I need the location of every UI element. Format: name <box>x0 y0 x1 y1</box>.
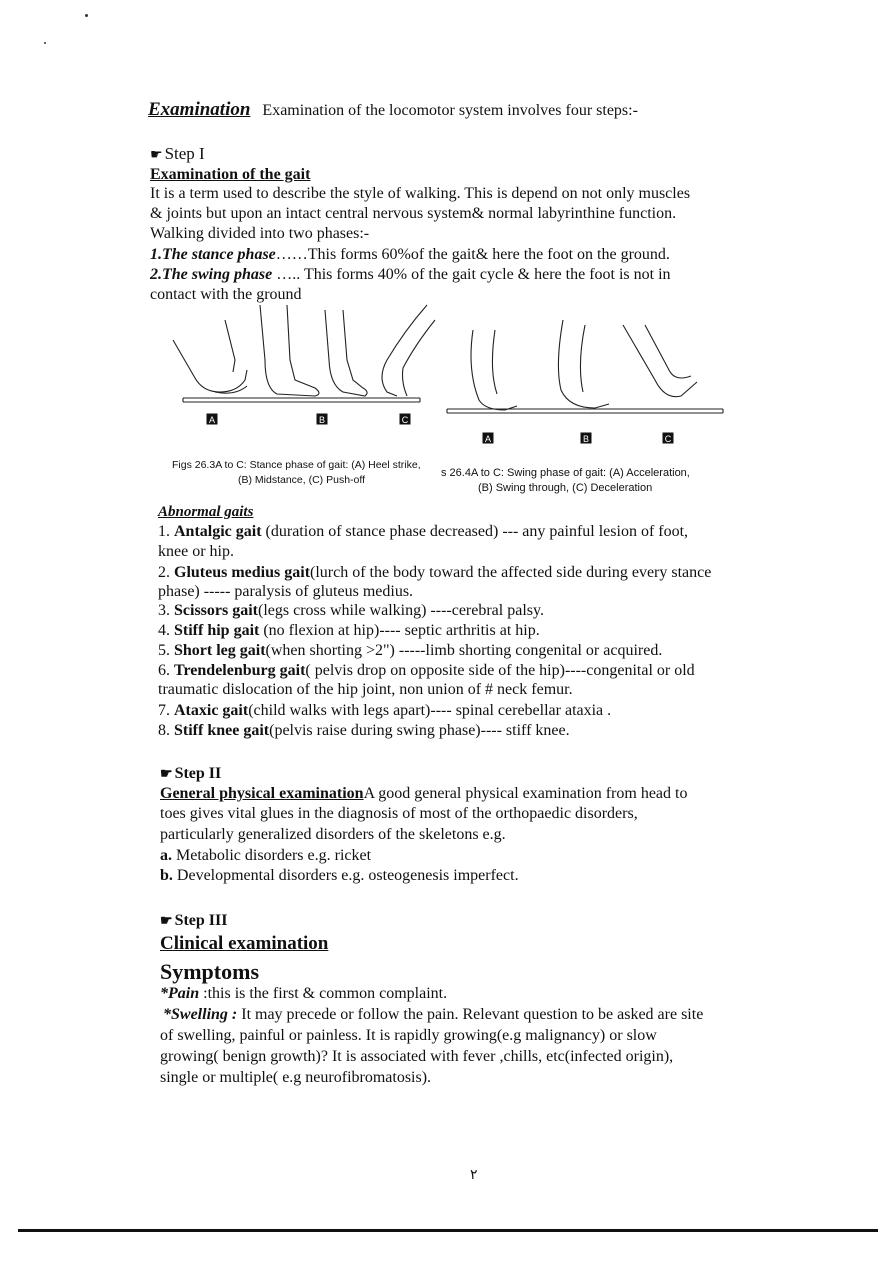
pain-label: *Pain <box>160 985 200 1002</box>
gait-item-6-cont: traumatic dislocation of the hip joint, non union of # neck femur. <box>158 681 573 698</box>
gait-item-3: 3. Scissors gait(legs cross while walking) ----cerebral palsy. <box>158 602 544 619</box>
pointing-hand-icon: ☛ <box>160 767 173 782</box>
step-1-line-2: & joints but upon an intact central nervous system& normal labyrinthine function. <box>150 205 677 222</box>
step-1-heading: Examination of the gait <box>150 166 311 183</box>
stance-label-c: C <box>401 415 409 425</box>
swing-caption-line-1: s 26.4A to C: Swing phase of gait: (A) Acceleration, <box>441 467 690 479</box>
step-2-line-3: particularly generalized disorders of the skeletons e.g. <box>160 826 506 843</box>
leg-heel-strike <box>173 340 247 392</box>
stance-caption-line-2: (B) Midstance, (C) Push-off <box>238 474 366 486</box>
swing-label-box-b <box>580 432 592 444</box>
stance-label-box-b <box>316 413 328 425</box>
intro-line <box>148 100 638 121</box>
gait-item-2: 2. Gluteus medius gait(lurch of the body toward the affected side during every stance <box>158 564 712 581</box>
stance-label-box-a <box>206 413 218 425</box>
swelling-label: *Swelling : <box>163 1006 238 1023</box>
swing-caption-line-2: (B) Swing through, (C) Deceleration <box>478 482 653 494</box>
step-3-heading: Clinical examination <box>160 933 329 954</box>
step-1-line-3: Walking divided into two phases:- <box>150 225 370 242</box>
gait-item-1-cont: knee or hip. <box>158 543 234 560</box>
step-2-line-1: General physical examinationA good general physical examination from head to <box>160 785 688 802</box>
pointing-hand-icon: ☛ <box>150 148 163 163</box>
page-number: ٢ <box>470 1168 478 1183</box>
step-1-line-1: It is a term used to describe the style of walking. This is depend on not only muscles <box>150 185 691 202</box>
swelling-line-2: of swelling, painful or painless. It is rapidly growing(e.g malignancy) or slow <box>160 1027 657 1044</box>
step-2-label: ☛ Step II <box>160 765 222 782</box>
scan-speck <box>44 42 46 44</box>
step-2-item-a: a. Metabolic disorders e.g. ricket <box>160 847 372 864</box>
gait-item-1: 1. Antalgic gait (duration of stance phase decreased) --- any painful lesion of foot, <box>158 523 689 540</box>
step-3-label: ☛ Step III <box>160 912 228 929</box>
stance-phase-label: 1.The stance phase <box>150 246 276 263</box>
symptoms-heading: Symptoms <box>160 959 260 984</box>
gait-item-4: 4. Stiff hip gait (no flexion at hip)---- septic arthritis at hip. <box>158 622 540 639</box>
leg-deceleration <box>623 325 697 397</box>
pointing-hand-icon: ☛ <box>160 914 173 929</box>
intro-text: Examination of the locomotor system involves four steps:- <box>262 102 638 119</box>
pain-line: *Pain :this is the first & common complaint. <box>160 985 448 1002</box>
swelling-line-1: *Swelling : It may precede or follow the pain. Relevant question to be asked are site <box>163 1006 704 1023</box>
stance-caption-line-1: Figs 26.3A to C: Stance phase of gait: (A) Heel strike, <box>172 459 421 471</box>
gait-item-8: 8. Stiff knee gait(pelvis raise during swing phase)---- stiff knee. <box>158 722 570 739</box>
leg-push-off <box>382 305 427 396</box>
abnormal-gaits-heading: Abnormal gaits <box>158 504 254 520</box>
step-2-item-b: b. Developmental disorders e.g. osteogenesis imperfect. <box>160 867 519 884</box>
swelling-line-3: growing( benign growth)? It is associated with fever ,chills, etc(infected origin), <box>160 1048 674 1065</box>
swing-label-c: C <box>664 434 672 444</box>
swing-label-a: A <box>484 434 492 444</box>
swelling-line-4: single or multiple( e.g neurofibromatosis). <box>160 1069 432 1086</box>
gait-item-7: 7. Ataxic gait(child walks with legs apart)---- spinal cerebellar ataxia . <box>158 702 612 719</box>
swing-phase-line: 2.The swing phase ….. This forms 40% of the gait cycle & here the foot is not in <box>150 266 671 283</box>
stance-phase-line: 1.The stance phase……This forms 60%of the gait& here the foot on the ground. <box>150 246 670 263</box>
step-1-label: ☛ Step I <box>150 144 205 163</box>
section-title: Examination <box>148 99 251 120</box>
swing-label-box-c <box>662 432 674 444</box>
swing-phase-figure <box>445 310 730 425</box>
stance-phase-figure <box>165 300 445 430</box>
stance-label-a: A <box>208 415 216 425</box>
swing-phase-label: 2.The swing phase <box>150 266 273 283</box>
swing-label-b: B <box>582 434 590 444</box>
gait-item-5: 5. Short leg gait(when shorting >2") -----limb shorting congenital or acquired. <box>158 642 663 659</box>
swing-phase-cont: contact with the ground <box>150 286 302 303</box>
swing-label-box-a <box>482 432 494 444</box>
step-2-line-2: toes gives vital glues in the diagnosis of most of the orthopaedic disorders, <box>160 805 638 822</box>
stance-label-box-c <box>399 413 411 425</box>
leg-midstance <box>260 305 319 396</box>
bottom-rule <box>18 1229 878 1232</box>
scan-speck <box>85 14 88 17</box>
gait-item-6: 6. Trendelenburg gait( pelvis drop on opposite side of the hip)----congenital or old <box>158 662 695 679</box>
gait-item-2-cont: phase) ----- paralysis of gluteus medius. <box>158 583 414 600</box>
stance-label-b: B <box>318 415 326 425</box>
step-2-heading: General physical examination <box>160 785 364 802</box>
